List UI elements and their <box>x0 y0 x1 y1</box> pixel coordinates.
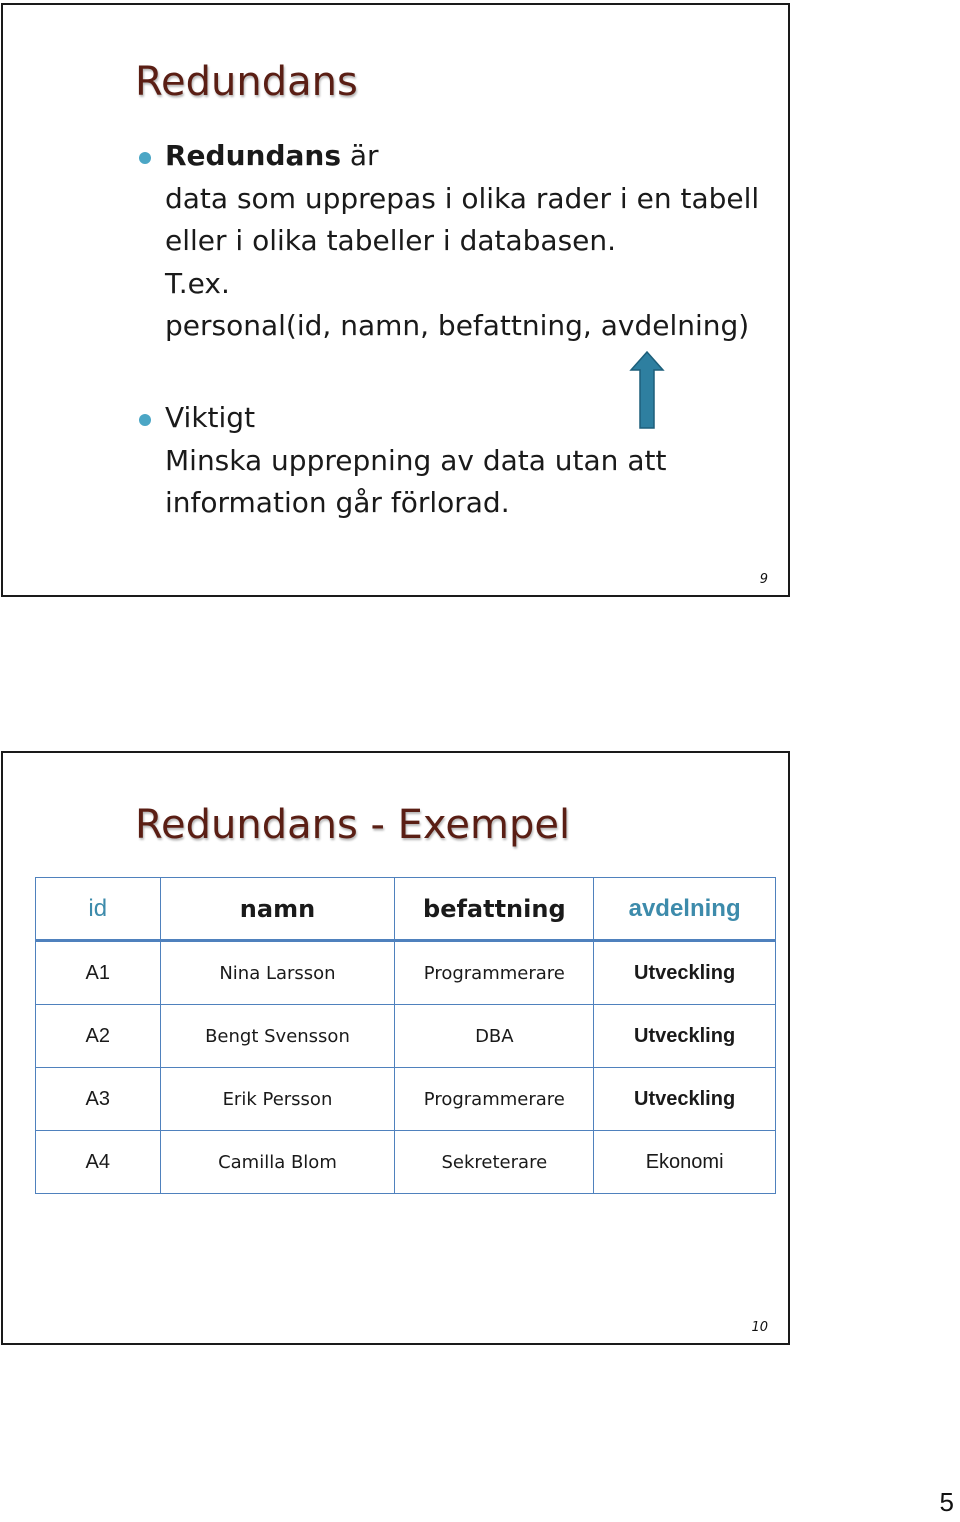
cell-befattning: DBA <box>395 1005 594 1068</box>
cell-avdelning: Utveckling <box>594 1068 776 1131</box>
bullet-dot-icon <box>139 152 151 164</box>
cell-befattning: Programmerare <box>395 941 594 1005</box>
bullet-line: Minska upprepning av data utan att <box>165 443 667 477</box>
example-table <box>35 877 776 1194</box>
bullet-term-rest: är <box>341 139 379 172</box>
bullet-line: eller i olika tabeller i databasen. <box>165 224 617 257</box>
cell-avdelning: Ekonomi <box>594 1131 776 1194</box>
bullet-line <box>165 135 759 178</box>
slide-10 <box>1 751 790 1345</box>
table-row <box>36 1005 776 1068</box>
table-header-row <box>36 878 776 941</box>
cell-namn: Bengt Svensson <box>160 1005 395 1068</box>
slide-title: Redundans - Exempel <box>135 802 571 848</box>
slide-page-number: 10 <box>751 1320 768 1335</box>
cell-avdelning: Utveckling <box>594 1005 776 1068</box>
cell-befattning: Programmerare <box>395 1068 594 1131</box>
header-befattning: befattning <box>395 878 594 941</box>
bullet-viktigt <box>165 397 666 525</box>
header-id: id <box>36 878 161 941</box>
sheet-page-number: 5 <box>939 1487 954 1517</box>
bullet-line: information går förlorad. <box>165 486 510 519</box>
table-row <box>36 941 776 1005</box>
cell-id: A1 <box>36 941 161 1005</box>
bullet-line: Viktigt <box>165 401 256 434</box>
slide-page-number: 9 <box>759 572 768 587</box>
cell-id: A3 <box>36 1068 161 1131</box>
cell-id: A4 <box>36 1131 161 1194</box>
cell-id: A2 <box>36 1005 161 1068</box>
header-avdelning: avdelning <box>594 878 776 941</box>
cell-namn: Erik Persson <box>160 1068 395 1131</box>
bullet-term: Redundans <box>165 139 341 172</box>
cell-befattning: Sekreterare <box>395 1131 594 1194</box>
bullet-line: data som upprepas i olika rader i en tabell <box>165 181 760 215</box>
cell-namn: Nina Larsson <box>160 941 395 1005</box>
cell-namn: Camilla Blom <box>160 1131 395 1194</box>
slide-title: Redundans <box>135 59 358 105</box>
slide-9 <box>1 3 790 597</box>
cell-avdelning: Utveckling <box>594 941 776 1005</box>
bullet-line: T.ex. <box>165 266 230 300</box>
table-row <box>36 1131 776 1194</box>
table-row <box>36 1068 776 1131</box>
header-namn: namn <box>160 878 395 941</box>
bullet-redundans-definition <box>165 135 759 348</box>
bullet-line: personal(id, namn, befattning, avdelning) <box>165 309 750 342</box>
bullet-dot-icon <box>139 414 151 426</box>
